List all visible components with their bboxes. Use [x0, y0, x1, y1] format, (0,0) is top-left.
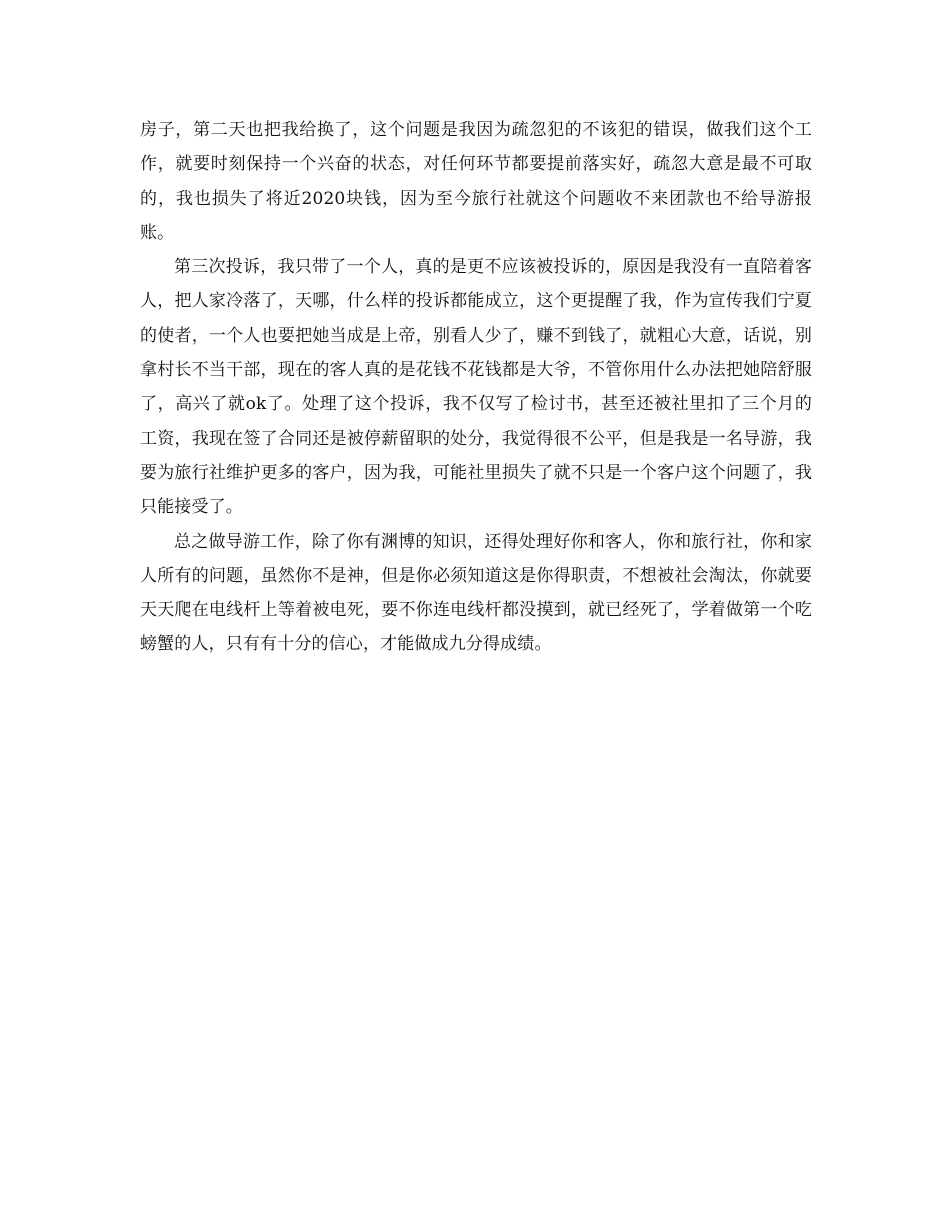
paragraph-1: 房子，第二天也把我给换了，这个问题是我因为疏忽犯的不该犯的错误，做我们这个工作，就要时刻保持一个兴奋的状态，对任何环节都要提前落实好，疏忽大意是最不可取的，我也损失了将近2020块钱，因为至今旅行社就这个问题收不来团款也不给导游报账。 — [140, 120, 812, 243]
paragraph-2: 第三次投诉，我只带了一个人，真的是更不应该被投诉的，原因是我没有一直陪着客人，把人家冷落了，天哪，什么样的投诉都能成立，这个更提醒了我，作为宣传我们宁夏的使者，一个人也要把她当成是上帝，别看人少了，赚不到钱了，就粗心大意，话说，别拿村长不当干部，现在的客人真的是花钱不花钱都是大爷，不管你用什么办法把她陪舒服了，高兴了就ok了。处理了这个投诉，我不仅写了检讨书，甚至还被社里扣了三个月的工资，我现在签了合同还是被停薪留职的处分，我觉得很不公平，但是我是一名导游，我要为旅行社维护更多的客户，因为我，可能社里损失了就不只是一个客户这个问题了，我只能接受了。 — [140, 257, 812, 518]
document-body — [140, 113, 812, 662]
paragraph-3: 总之做导游工作，除了你有渊博的知识，还得处理好你和客人，你和旅行社，你和家人所有的问题，虽然你不是神，但是你必须知道这是你得职责，不想被社会淘汰，你就要天天爬在电线杆上等着被电死，要不你连电线杆都没摸到，就已经死了，学着做第一个吃螃蟹的人，只有有十分的信心，才能做成九分得成绩。 — [140, 531, 812, 655]
